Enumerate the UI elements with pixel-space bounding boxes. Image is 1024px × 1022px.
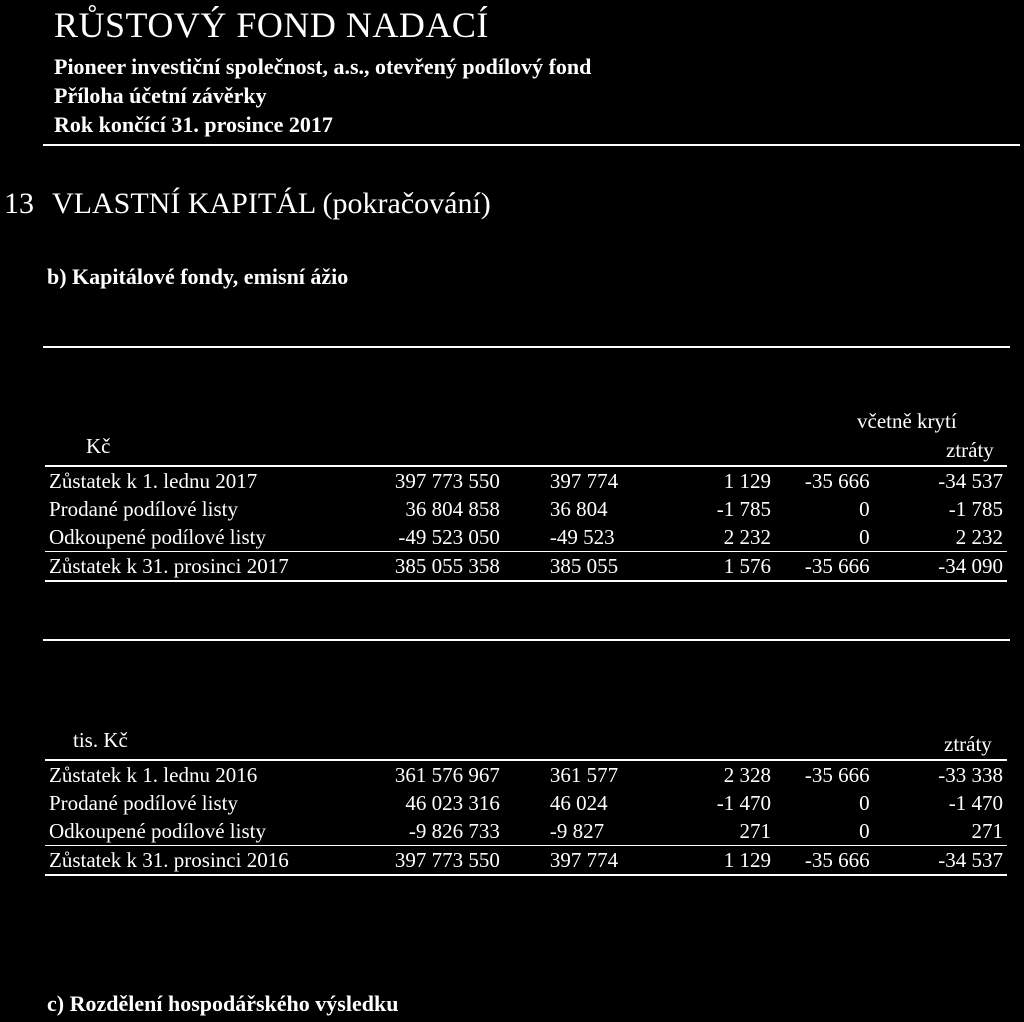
- table-row: [45, 846, 1007, 876]
- row-label: Zůstatek k 1. lednu 2017: [49, 469, 258, 493]
- company-name: Pioneer investiční společnost, a.s., otevřený podílový fond: [54, 54, 592, 79]
- col-header-line1: včetně krytí: [857, 409, 957, 433]
- table-row: [45, 552, 1007, 582]
- cell-value: 0: [771, 817, 870, 846]
- table-row: [45, 523, 1007, 552]
- unit-label-2017: Kč: [86, 434, 111, 458]
- row-label: Prodané podílové listy: [49, 791, 238, 815]
- document-name: Příloha účetní závěrky: [54, 83, 267, 108]
- table-2016: [45, 759, 1007, 876]
- row-label: Zůstatek k 31. prosinci 2016: [45, 846, 352, 876]
- row-label: Zůstatek k 1. lednu 2016: [49, 763, 258, 787]
- row-label: Odkoupené podílové listy: [45, 817, 352, 846]
- cell-value: -35 666: [804, 469, 870, 493]
- cell-value: -35 666: [771, 552, 870, 582]
- cell-value: -1 470: [716, 791, 771, 815]
- cell-value: 0: [859, 791, 870, 815]
- section-title: VLASTNÍ KAPITÁL (pokračování): [52, 187, 491, 220]
- cell-value: 36 804: [549, 497, 608, 521]
- table-row: [45, 760, 1007, 789]
- section-number: 13: [4, 187, 34, 220]
- subsection-b-heading: b) Kapitálové fondy, emisní ážio: [47, 264, 349, 289]
- table-2017: [45, 465, 1007, 582]
- subsection-c-heading: c) Rozdělení hospodářského výsledku: [47, 991, 399, 1016]
- cell-value: 46 024: [549, 791, 608, 815]
- cell-value: -34 090: [870, 552, 1007, 582]
- cell-value: -9 826 733: [352, 817, 500, 846]
- cell-value: -34 537: [870, 846, 1007, 876]
- cell-value: -33 338: [938, 763, 1003, 787]
- fund-title: RŮSTOVÝ FOND NADACÍ: [54, 5, 489, 45]
- cell-value: 1 129: [702, 846, 771, 876]
- cell-value: 397 774: [500, 846, 702, 876]
- cell-value: -1 470: [948, 791, 1003, 815]
- cell-value: 0: [859, 497, 870, 521]
- cell-value: -49 523 050: [352, 523, 500, 552]
- cell-value: -35 666: [804, 763, 870, 787]
- row-label: Odkoupené podílové listy: [45, 523, 352, 552]
- cell-value: 46 023 316: [405, 791, 500, 815]
- table-row: [45, 817, 1007, 846]
- cell-value: 2 328: [723, 763, 771, 787]
- cell-value: 2 232: [702, 523, 771, 552]
- cell-value: 2 232: [870, 523, 1007, 552]
- cell-value: 385 055 358: [352, 552, 500, 582]
- cell-value: 271: [870, 817, 1007, 846]
- cell-value: 1 576: [702, 552, 771, 582]
- cell-value: -49 523: [500, 523, 702, 552]
- row-label: Zůstatek k 31. prosinci 2017: [45, 552, 352, 582]
- unit-label-2016: tis. Kč: [73, 728, 128, 752]
- period-label: Rok končící 31. prosince 2017: [54, 112, 333, 137]
- cell-value: -35 666: [771, 846, 870, 876]
- cell-value: 397 773 550: [394, 469, 500, 493]
- cell-value: -9 827: [500, 817, 702, 846]
- cell-value: -1 785: [948, 497, 1003, 521]
- cell-value: 361 576 967: [394, 763, 500, 787]
- cell-value: -1 785: [716, 497, 771, 521]
- table-row: [45, 789, 1007, 817]
- cell-value: 361 577: [549, 763, 619, 787]
- table-2016-top-rule: [43, 639, 1010, 641]
- col-header-2016: ztráty: [944, 732, 992, 756]
- cell-value: -34 537: [938, 469, 1003, 493]
- cell-value: 0: [771, 523, 870, 552]
- cell-value: 36 804 858: [405, 497, 500, 521]
- table-2017-top-rule: [43, 346, 1010, 348]
- cell-value: 397 774: [549, 469, 619, 493]
- row-label: Prodané podílové listy: [49, 497, 238, 521]
- col-header-line2: ztráty: [946, 438, 994, 462]
- table-row: [45, 466, 1007, 495]
- cell-value: 385 055: [500, 552, 702, 582]
- header-divider: [43, 144, 1020, 146]
- cell-value: 397 773 550: [352, 846, 500, 876]
- section-heading: [4, 187, 491, 221]
- table-row: [45, 495, 1007, 523]
- cell-value: 271: [702, 817, 771, 846]
- cell-value: 1 129: [723, 469, 771, 493]
